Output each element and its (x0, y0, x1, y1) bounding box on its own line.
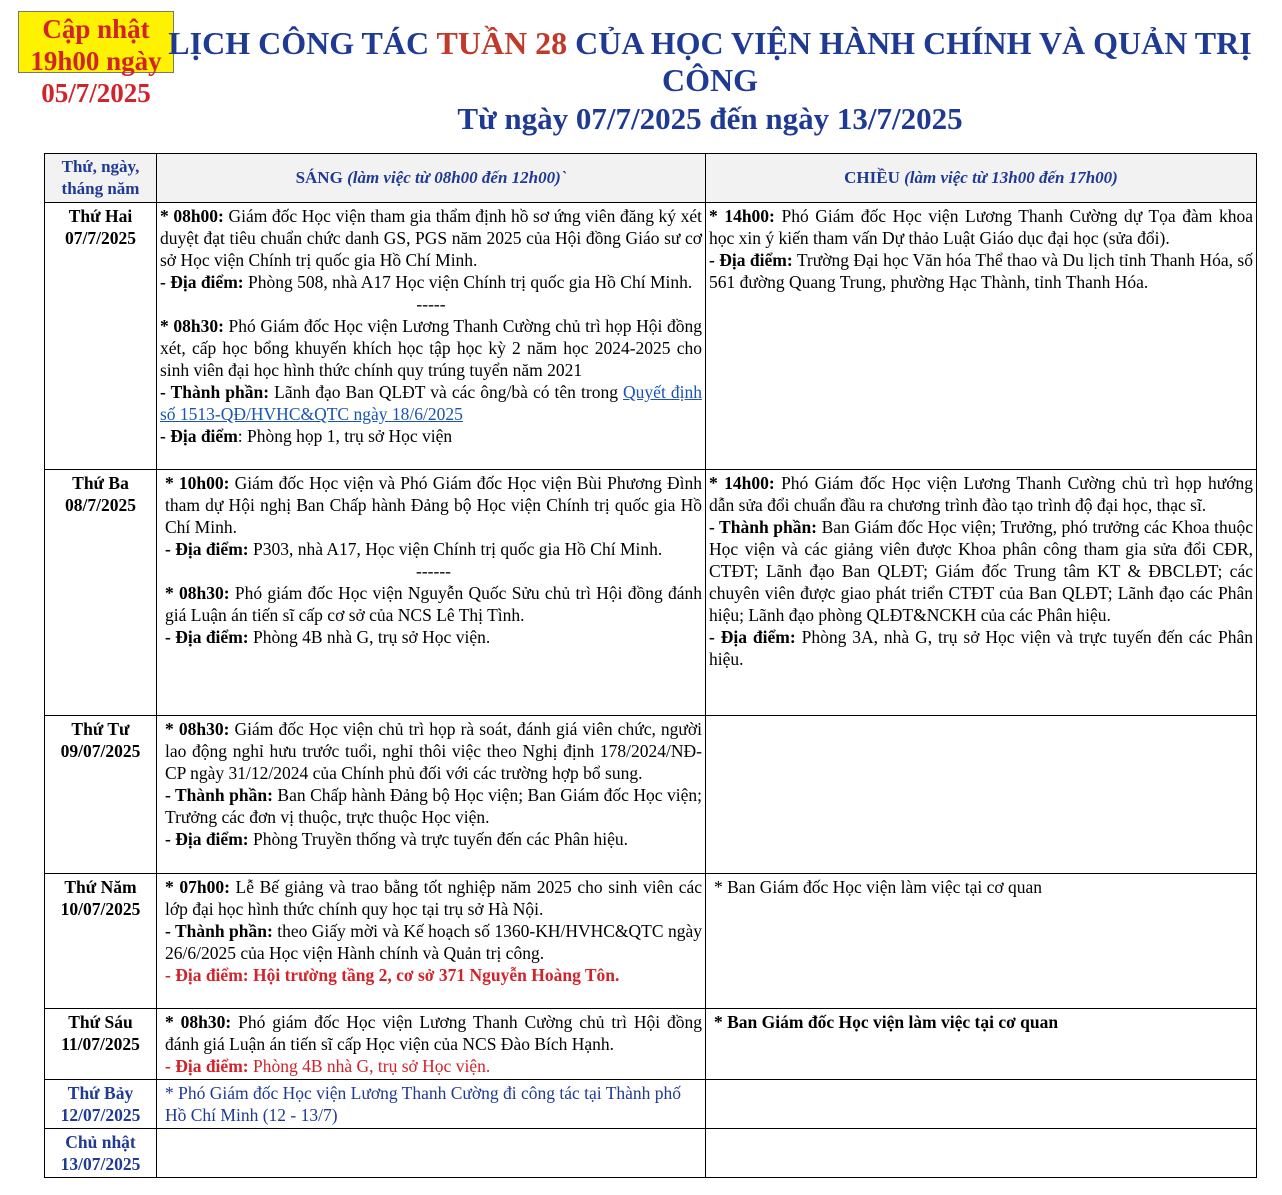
morning-cell (157, 1129, 706, 1178)
event-location-label: - Địa điểm: (165, 539, 249, 559)
header-row (45, 154, 1257, 203)
morning-cell (157, 203, 706, 470)
event-separator: ------ (416, 561, 451, 581)
title-lead: LỊCH CÔNG TÁC (168, 25, 430, 61)
day-cell (45, 874, 157, 1009)
event-text: Phó Giám đốc Học viện Lương Thanh Cường dự Tọa đàm khoa học xin ý kiến tham vấn Dự thảo Luật Giáo dục đại học (sửa đổi). (709, 206, 1253, 248)
event-location: Trường Đại học Văn hóa Thể thao và Du lịch tỉnh Thanh Hóa, số 561 đường Quang Trung, phường Hạc Thành, tỉnh Thanh Hóa. (709, 250, 1253, 292)
day-date: 13/07/2025 (60, 1154, 141, 1174)
event-location-label: - Địa điểm: (165, 829, 249, 849)
event-time: * 08h00: (160, 206, 224, 226)
event-location: - Địa điểm: Hội trường tầng 2, cơ sở 371 Nguyễn Hoàng Tôn. (165, 965, 620, 985)
event-text: * Ban Giám đốc Học viện làm việc tại cơ quan (714, 877, 1043, 897)
event-location: Phòng 4B nhà G, trụ sở Học viện. (252, 1056, 491, 1076)
event-text: Giám đốc Học viện chủ trì họp rà soát, đánh giá viên chức, người lao động nghỉ hưu trước tuổi, nghỉ thôi việc theo Nghị định 178/2024/NĐ-CP ngày 31/12/2024 của Chính phủ đối với các trường hợp bổ sung. (165, 719, 703, 783)
event-time: * 10h00: (165, 473, 230, 493)
day-date: 10/07/2025 (60, 899, 141, 919)
event-time: * 08h30: (165, 1012, 232, 1032)
event-time: * 08h30: (165, 583, 230, 603)
header-morning (157, 154, 706, 203)
event-time: * 07h00: (165, 877, 230, 897)
table-row (45, 874, 1257, 1009)
event-participants-label: - Thành phần: (165, 785, 273, 805)
event-participants: Ban Chấp hành Đảng bộ Học viện; Ban Giám đốc Học viện; Trưởng các đơn vị thuộc, trực thuộc Học viện. (165, 785, 703, 827)
morning-cell (157, 716, 706, 874)
event-location-label: - Địa điểm: (165, 627, 249, 647)
day-cell (45, 1129, 157, 1178)
event-text: Giám đốc Học viện tham gia thẩm định hồ sơ ứng viên đăng ký xét duyệt đạt tiêu chuẩn chức danh GS, PGS năm 2025 của Hội đồng Giáo sư cơ sở Học viện Chính trị quốc gia Hồ Chí Minh. (160, 206, 703, 270)
morning-cell (157, 470, 706, 716)
day-name: Thứ Ba (72, 473, 129, 493)
header-afternoon (706, 154, 1257, 203)
event-participants-label: - Thành phần: (709, 517, 818, 537)
day-cell (45, 716, 157, 874)
event-participants-label: - Thành phần: (165, 921, 273, 941)
day-cell (45, 203, 157, 470)
event-location: Phòng 4B nhà G, trụ sở Học viện. (252, 627, 491, 647)
event-location: P303, nhà A17, Học viện Chính trị quốc gia Hồ Chí Minh. (252, 539, 663, 559)
header-afternoon-prefix: CHIỀU (844, 168, 900, 187)
morning-cell (157, 1009, 706, 1080)
event-time: * 14h00: (709, 206, 775, 226)
day-cell (45, 1080, 157, 1129)
afternoon-cell (706, 470, 1257, 716)
event-location-label: - Địa điểm: (709, 627, 796, 647)
event-location: Phòng Truyền thống và trực tuyến đến các Phân hiệu. (252, 829, 628, 849)
day-name: Thứ Hai (68, 206, 133, 226)
event-location-label: - Địa điểm: (165, 1056, 249, 1076)
event-time: * 08h30: (165, 719, 230, 739)
afternoon-cell (706, 1129, 1257, 1178)
event-location-label: - Địa điểm: (160, 272, 244, 292)
day-date: 12/07/2025 (60, 1105, 141, 1125)
decision-link[interactable]: Quyết định số 1513-QĐ/HVHC&QTC ngày 18/6/2025 (160, 382, 703, 424)
afternoon-cell (706, 1009, 1257, 1080)
day-name: Thứ Năm (64, 877, 137, 897)
table-row (45, 716, 1257, 874)
header-afternoon-hours: (làm việc từ 13h00 đến 17h00) (904, 168, 1118, 187)
event-participants: theo Giấy mời và Kế hoạch số 1360-KH/HVHC&QTC ngày 26/6/2025 của Học viện Hành chính và Quản trị công. (165, 921, 702, 963)
event-participants: Lãnh đạo Ban QLĐT và các ông/bà có tên trong (274, 382, 618, 402)
title-week: TUẦN 28 (436, 25, 568, 61)
title-org: CỦA HỌC VIỆN HÀNH CHÍNH VÀ QUẢN TRỊ CÔNG (575, 25, 1252, 98)
event-location: : Phòng họp 1, trụ sở Học viện (237, 426, 453, 446)
event-text: Phó giám đốc Học viện Lương Thanh Cường chủ trì Hội đồng đánh giá Luận án tiến sĩ cấp Học viện của NCS Đào Bích Hạnh. (165, 1012, 703, 1054)
event-location-label: - Địa điểm: (709, 250, 793, 270)
event-location-label: - Địa điểm (160, 426, 238, 446)
event-participants: Ban Giám đốc Học viện; Trưởng, phó trưởng các Khoa thuộc Học viện và các giảng viên được Khoa phân công tham gia sửa đổi CĐR, CTĐT; Lãnh đạo Ban QLĐT; Giám đốc Trung tâm KT & ĐBCLĐT; các chuyên viên được giao phát triển CTĐT của Ban QLĐT; Lãnh đạo các Phân hiệu; Lãnh đạo phòng QLĐT&NCKH của các Phân hiệu. (709, 517, 1254, 625)
day-date: 09/07/2025 (60, 741, 141, 761)
event-text: Phó Giám đốc Học viện Lương Thanh Cường chủ trì họp Hội đồng xét, cấp học bổng khuyến khích học tập học kỳ 2 năm học 2024-2025 cho sinh viên đại học hình thức chính quy trúng tuyển năm 2021 (160, 316, 703, 380)
schedule-table (44, 153, 1257, 1178)
day-cell (45, 1009, 157, 1080)
header-morning-prefix: SÁNG (295, 168, 343, 187)
event-separator: ----- (416, 294, 446, 314)
page-title (160, 25, 1260, 137)
event-text: * Phó Giám đốc Học viện Lương Thanh Cường đi công tác tại Thành phố Hồ Chí Minh (12 - 13/7) (165, 1083, 682, 1125)
day-cell (45, 470, 157, 716)
morning-cell (157, 874, 706, 1009)
event-text: Phó Giám đốc Học viện Lương Thanh Cường chủ trì họp hướng dẫn sửa đổi chuẩn đầu ra chương trình đào tạo trình độ đại học, thạc sĩ. (709, 473, 1254, 515)
event-time: * 08h30: (160, 316, 224, 336)
event-participants-label: - Thành phần: (160, 382, 270, 402)
event-time: * 14h00: (709, 473, 775, 493)
afternoon-cell (706, 1080, 1257, 1129)
event-text: Lễ Bế giảng và trao bằng tốt nghiệp năm 2025 cho sinh viên các lớp đại học hình thức chính quy học tại trụ sở Hà Nội. (165, 877, 703, 919)
day-name: Thứ Sáu (68, 1012, 133, 1032)
table-row (45, 203, 1257, 470)
morning-cell (157, 1080, 706, 1129)
day-date: 11/07/2025 (61, 1034, 140, 1054)
day-name: Thứ Bảy (67, 1083, 134, 1103)
event-text: * Ban Giám đốc Học viện làm việc tại cơ quan (714, 1012, 1059, 1032)
day-date: 08/7/2025 (65, 495, 136, 515)
title-dates: Từ ngày 07/7/2025 đến ngày 13/7/2025 (457, 101, 963, 136)
event-text: Phó giám đốc Học viện Nguyễn Quốc Sửu chủ trì Hội đồng đánh giá Luận án tiến sĩ cấp cơ sở của NCS Lê Thị Tình. (165, 583, 703, 625)
header-day: Thứ, ngày, tháng năm (45, 154, 157, 203)
event-location: Phòng 508, nhà A17 Học viện Chính trị quốc gia Hồ Chí Minh. (247, 272, 693, 292)
afternoon-cell (706, 203, 1257, 470)
afternoon-cell (706, 874, 1257, 1009)
day-name: Chủ nhật (65, 1132, 136, 1152)
table-row (45, 1080, 1257, 1129)
update-badge-text: Cập nhật 19h00 ngày 05/7/2025 (30, 14, 162, 108)
header-morning-hours: (làm việc từ 08h00 đến 12h00)` (347, 168, 567, 187)
day-name: Thứ Tư (71, 719, 130, 739)
day-date: 07/7/2025 (65, 228, 136, 248)
afternoon-cell (706, 716, 1257, 874)
event-location: Phòng 3A, nhà G, trụ sở Học viện và trực tuyến đến các Phân hiệu. (709, 627, 1253, 669)
table-row (45, 470, 1257, 716)
table-row (45, 1129, 1257, 1178)
table-row (45, 1009, 1257, 1080)
event-text: Giám đốc Học viện và Phó Giám đốc Học viện Bùi Phương Đình tham dự Hội nghị Ban Chấp hành Đảng bộ Học viện Chính trị quốc gia Hồ Chí Minh. (165, 473, 703, 537)
